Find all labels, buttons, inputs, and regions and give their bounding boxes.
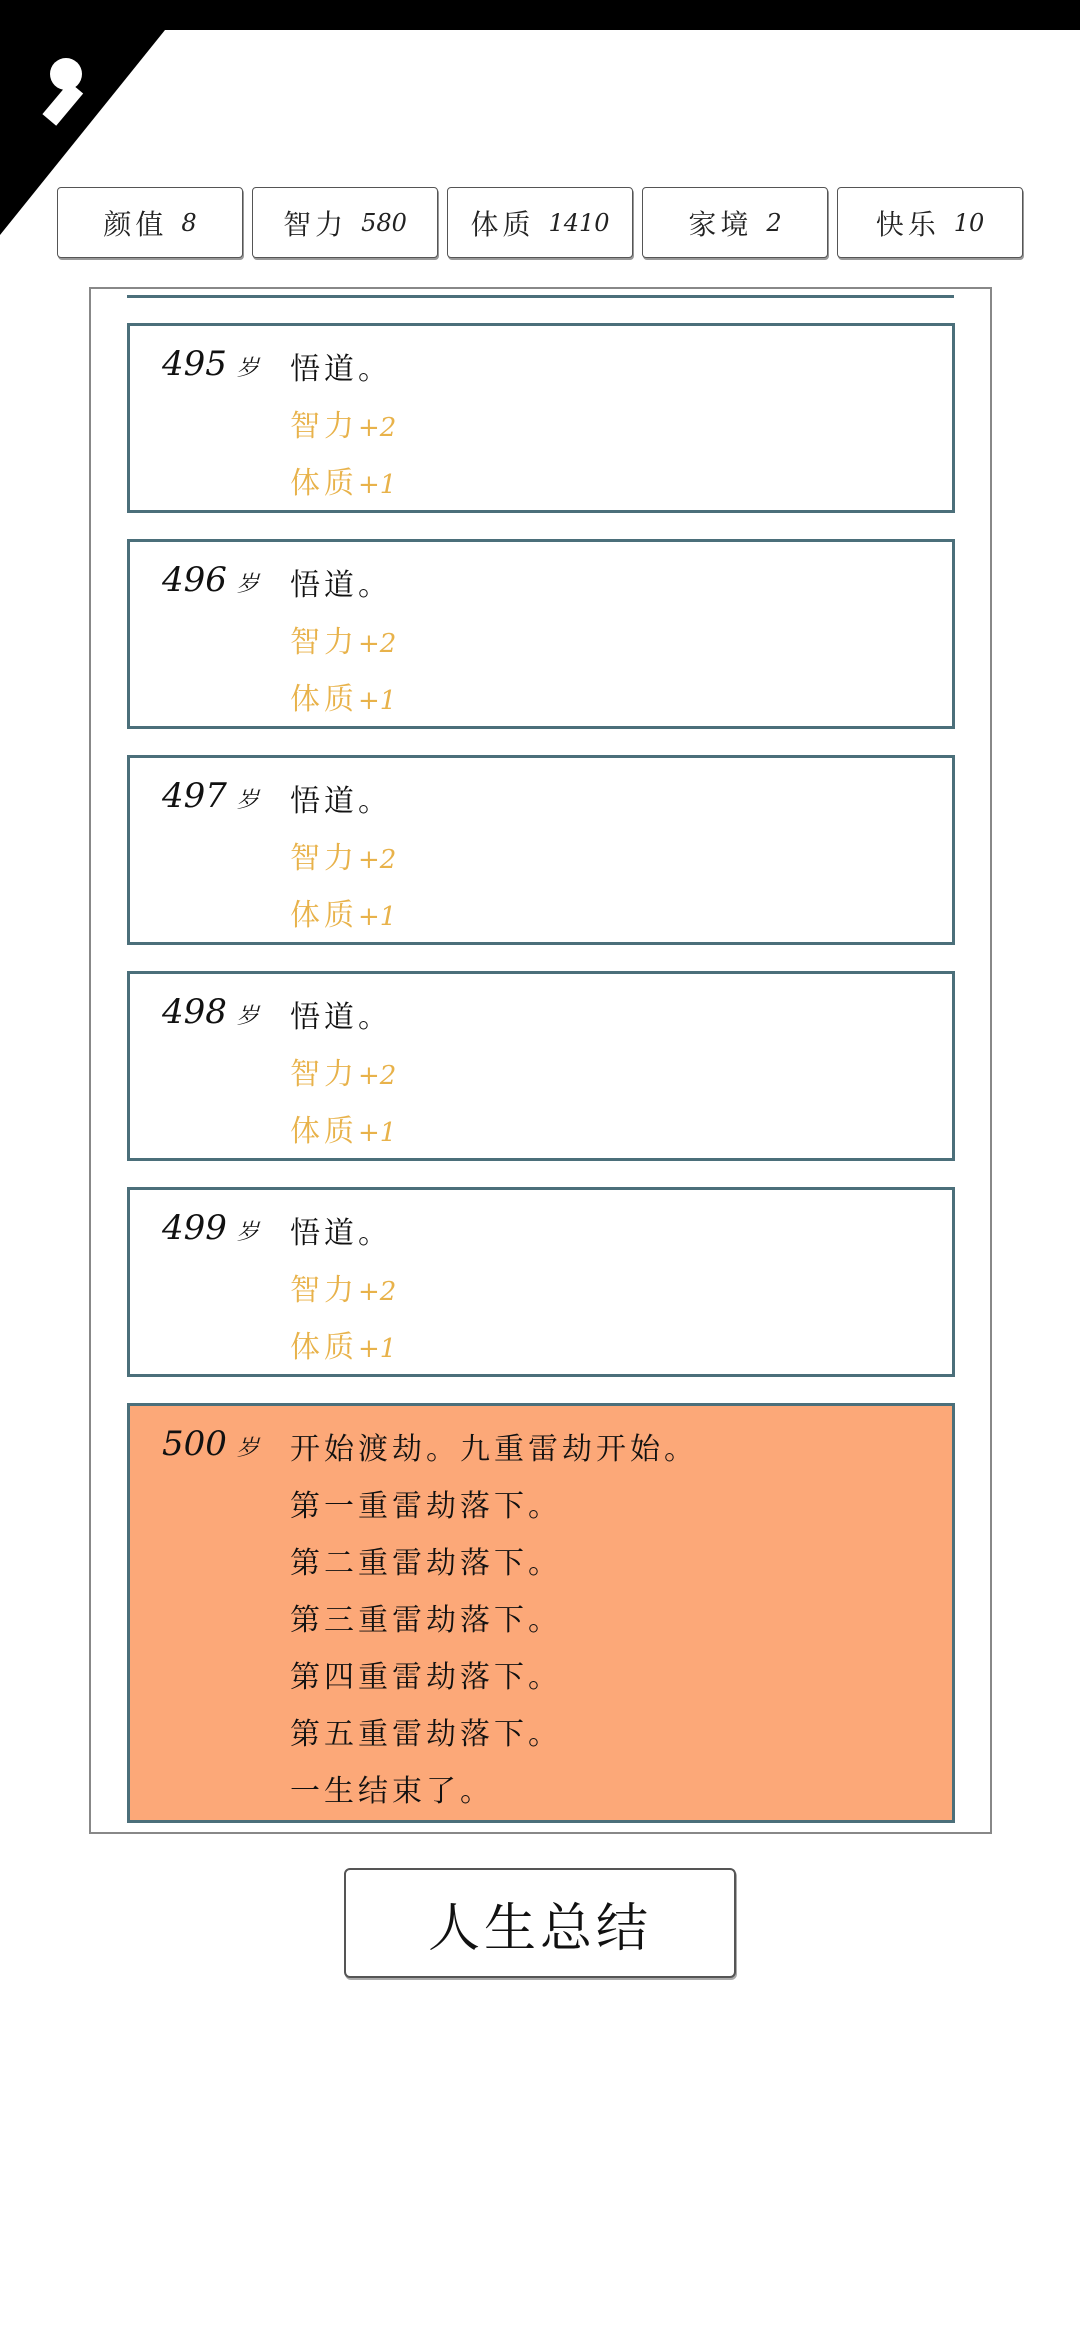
entry-event: 开始渡劫。九重雷劫开始。 [290,1432,698,1467]
entry-gain: 体质+1 [290,682,397,717]
entry-age: 498 岁 [162,992,259,1032]
entry-gain: 智力+2 [290,1057,397,1092]
entry-gain: 体质+1 [290,1330,397,1365]
previous-entry-edge [127,289,954,298]
stat-value: 10 [953,208,985,237]
entry-gain: 智力+2 [290,409,397,444]
stat-label: 快乐 [875,207,940,241]
entry-event: 第四重雷劫落下。 [290,1660,562,1695]
stat-intelligence [252,187,438,258]
stat-family [642,187,828,258]
entry-event: 第二重雷劫落下。 [290,1546,562,1581]
stats-bar [57,187,1023,258]
entry-age: 497 岁 [162,776,259,816]
final-life-entry [127,1403,955,1823]
entry-event: 第五重雷劫落下。 [290,1717,562,1752]
entry-age: 500 岁 [162,1424,259,1464]
stat-physique [447,187,633,258]
stat-charm [57,187,243,258]
life-entry [127,323,955,513]
entry-age: 496 岁 [162,560,259,600]
stat-value: 1410 [548,208,610,237]
entry-event: 悟道。 [290,1216,392,1251]
stat-happiness [837,187,1023,258]
entry-event: 第一重雷劫落下。 [290,1489,562,1524]
life-summary-button[interactable]: 人生总结 [344,1868,736,1978]
entry-event: 悟道。 [290,352,392,387]
entry-event: 悟道。 [290,1000,392,1035]
life-log-panel[interactable] [89,287,992,1834]
entry-event: 悟道。 [290,784,392,819]
entry-gain: 体质+1 [290,466,397,501]
entry-age: 499 岁 [162,1208,259,1248]
entry-gain: 体质+1 [290,898,397,933]
stat-label: 体质 [470,207,535,241]
entry-event: 一生结束了。 [290,1774,494,1809]
entry-gain: 智力+2 [290,1273,397,1308]
entry-event: 悟道。 [290,568,392,603]
stat-label: 智力 [283,207,348,241]
life-entry [127,1187,955,1377]
stat-value: 8 [181,208,197,237]
entry-gain: 体质+1 [290,1114,397,1149]
stat-label: 家境 [688,207,753,241]
stat-value: 580 [361,208,407,237]
stat-value: 2 [766,208,782,237]
entry-age: 495 岁 [162,344,259,384]
stat-label: 颜值 [103,207,168,241]
life-entry [127,539,955,729]
life-entry [127,971,955,1161]
entry-gain: 智力+2 [290,625,397,660]
entry-gain: 智力+2 [290,841,397,876]
entry-event: 第三重雷劫落下。 [290,1603,562,1638]
life-entry [127,755,955,945]
